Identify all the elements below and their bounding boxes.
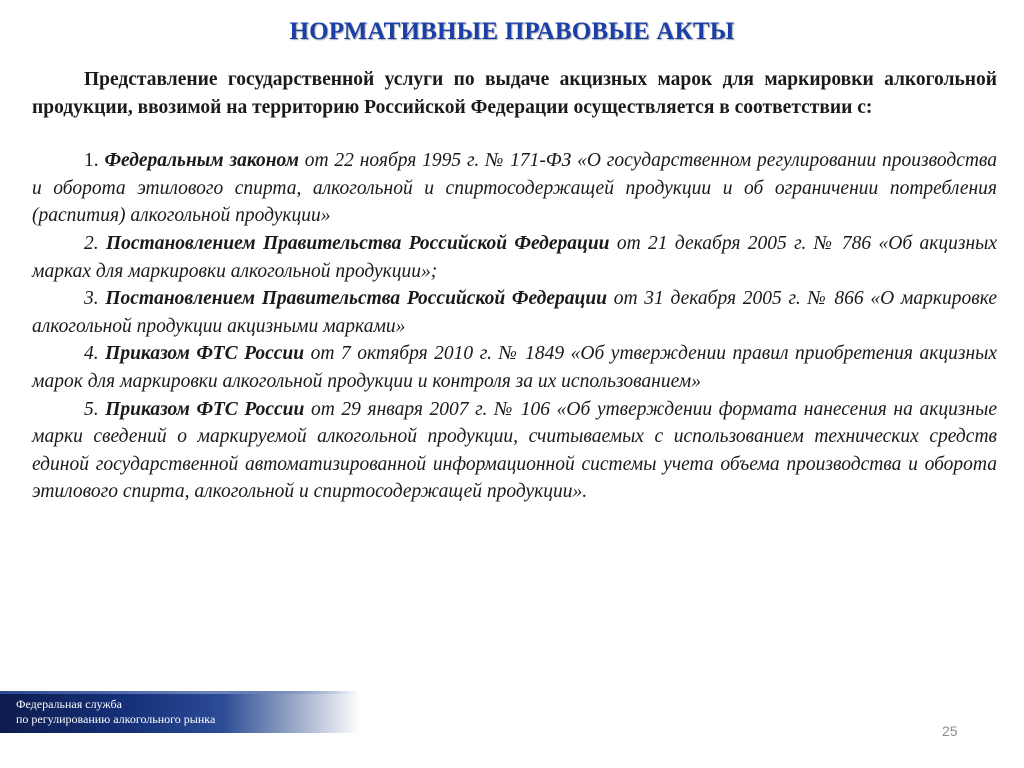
footer-banner	[0, 691, 360, 733]
list-item-2	[32, 230, 997, 285]
footer-line-1: Федеральная служба	[16, 697, 122, 711]
list-item-act-type: Постановлением Правительства Российской Федерации	[105, 288, 608, 310]
list-item-text: от 7 октября 2010 г. № 1849 «Об утверждении правил приобретения акцизных марок для маркировки алкогольной продукции и контроля за их использованием»	[32, 343, 998, 392]
list-item-act-type: Приказом ФТС России	[105, 343, 305, 365]
list-item-text: от 29 января 2007 г. № 106 «Об утверждении формата нанесения на акцизные марки сведений о маркируемой алкогольной продукции, считываемых с использованием технических средств единой государственной автоматизированной информационной системы учета объема производства и оборота этилового спирта, алкогольной и спиртосодержащей продукции».	[32, 398, 998, 503]
list-item-act-type: Федеральным законом	[104, 150, 299, 172]
list-item-5	[32, 396, 997, 506]
list-item-act-type: Приказом ФТС России	[105, 398, 305, 420]
list-item-number: 5.	[84, 398, 106, 420]
list-item-4	[32, 340, 997, 395]
slide-content	[32, 66, 997, 506]
list-item-act-type: Постановлением Правительства Российской Федерации	[105, 232, 610, 254]
list-item-1	[32, 147, 997, 230]
list-item-number: 4.	[84, 343, 106, 365]
list-item-3	[32, 285, 997, 340]
slide-title: НОРМАТИВНЫЕ ПРАВОВЫЕ АКТЫ	[289, 18, 735, 45]
footer-organization	[16, 697, 215, 726]
page-number: 25	[942, 723, 958, 739]
intro-paragraph: Представление государственной услуги по выдаче акцизных марок для маркировки алкогольной продукции, ввозимой на территорию Российской Федерации осуществляется в соответствии с:	[32, 69, 997, 118]
list-item-number: 3.	[84, 288, 106, 310]
list-item-number: 2.	[84, 232, 106, 254]
list-item-text: от 22 ноября 1995 г. № 171-ФЗ «О государственном регулировании производства и оборота этилового спирта, алкогольной и спиртосодержащей продукции и об ограничении потребления (распития) алкогольной продукции»	[32, 150, 998, 227]
list-item-text: от 31 декабря 2005 г. № 866 «О маркировке алкогольной продукции акцизными марками»	[32, 288, 998, 337]
list-item-text: от 21 декабря 2005 г. № 786 «Об акцизных марках для маркировки алкогольной продукции»;	[32, 232, 998, 282]
footer-line-2: по регулированию алкогольного рынка	[16, 711, 216, 726]
slide-title-container	[0, 18, 1024, 46]
list-item-number: 1.	[84, 150, 105, 172]
